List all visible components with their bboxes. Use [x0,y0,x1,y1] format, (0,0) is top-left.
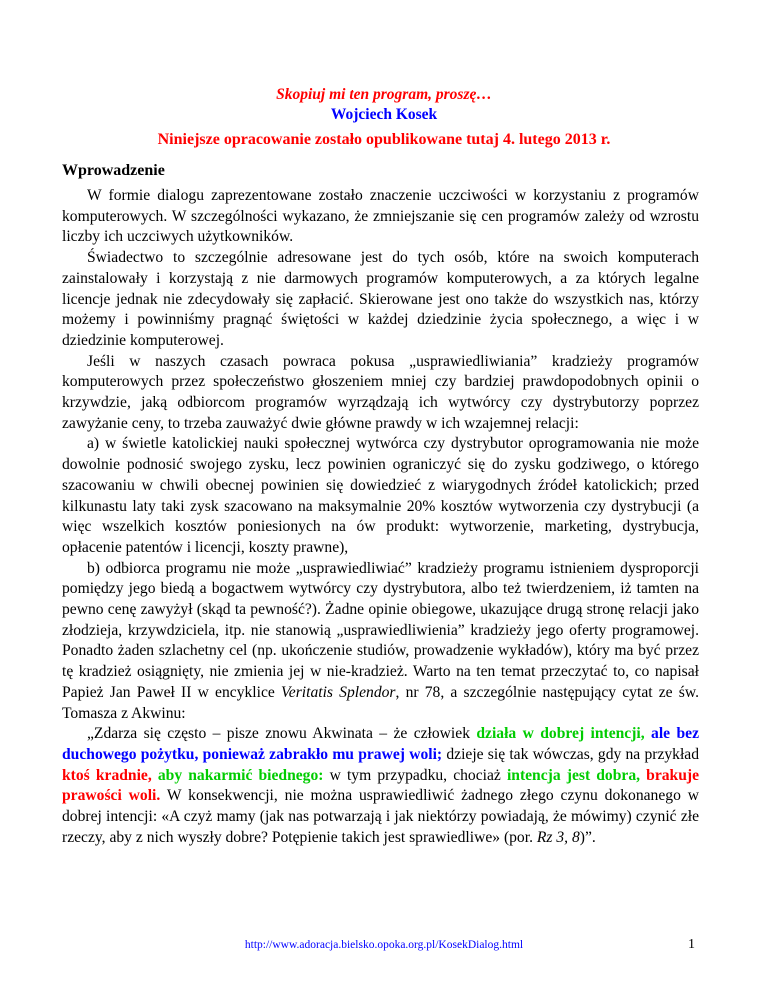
quote-highlight-green: działa w dobrej intencji, [476,725,645,743]
quote-highlight-red: ktoś kradnie, [62,766,152,784]
document-body [62,186,699,849]
quote-highlight-green: aby nakarmić biednego: [151,766,324,784]
paragraph-testimony: Świadectwo to szczególnie adresowane jest do tych osób, które na swoich komputerach zainstalowały i korzystają z nie darmowych programów komputerowych, a za których legalne licencje jednak nie zdecydowały się zapłacić. Skierowane jest ono także do wszystkich nas, którzy możemy i powinniśmy pragnąć świętości w każdej dziedzinie życia społecznego, a więc i w dziedzinie komputerowej. [62,249,699,349]
author-name: Wojciech Kosek [330,106,438,123]
bible-reference: Rz 3, 8 [536,828,580,846]
quote-text: w tym przypadku, chociaż [323,766,507,784]
quote-highlight-blue: ale bez duchowego pożytku, ponieważ zabrakło mu prawej woli; [62,725,699,763]
paragraph-temptation: Jeśli w naszych czasach powraca pokusa „usprawiedliwiania” kradzieży programów komputerowych przez społeczeństwo głoszeniem mniej czy bardziej prawdopodobnych opinii o krzywdzie, jaką odbiorcom programów wyrządzają ich wytwórcy czy dystrybutorzy poprzez zawyżanie ceny, to trzeba zauważyć dwie główne prawdy w ich wzajemnej relacji: [62,352,699,432]
footer-url-link[interactable]: http://www.adoracja.bielsko.opoka.org.pl/KosekDialog.html [244,939,524,951]
point-b-text: b) odbiorca programu nie może „usprawiedliwiać” kradzieży programu istnieniem dysproporcji pomiędzy jego biedą a bogactwem wytwórcy czy dystrybutora, albo też twierdzeniem, iż tamten na pewno cenę zawyżył (skąd ta pewność?). Żadne opinie obiegowe, ukazujące drugą stronę relacji jako złodzieja, krzywdziciela, itp. nie stanowią „usprawiedliwienia” kradzieży jego oferty programowej. Ponadto żaden szlachetny cel (np. ukończenie studiów, prowadzenie wykładów), który ma być przez tę kradzież osiągnięty, nie zmienia jej w nie-kradzież. Warto na ten temat przeczytać to, co napisał Papież Jan Paweł II w encyklice [62,559,699,701]
quote-text: dzieje się tak wówczas, gdy na przykład [442,745,700,763]
quote-text: W konsekwencji, nie można usprawiedliwić żadnego złego czynu dokonanego w dobrej intencji: «A czyż mamy (jak nas potwarzają i jak niektórzy powiadają, że mówimy) czynić złe rzeczy, aby z nich wyszły dobre? Potępienie takich jest sprawiedliwe» (por. [62,787,699,846]
page-number: 1 [688,937,695,952]
quote-text: „Zdarza się często – pisze znowu Akwinata – że człowiek [87,725,477,743]
encyclical-title: Veritatis Splendor [281,683,396,701]
publication-note: Niniejsze opracowanie zostało opublikowane tutaj 4. lutego 2013 r. [157,131,611,148]
quote-highlight-red: brakuje prawości woli. [62,766,700,805]
point-b-text-end: , nr 78, a szczególnie następujący cytat ze św. Tomasza z Akwinu: [62,683,700,722]
paragraph-point-a: a) w świetle katolickiej nauki społecznej wytwórca czy dystrybutor oprogramowania nie może dowolnie podnosić swojego zysku, lecz powinien ograniczyć się do zysku godziwego, o którego szacowaniu w chwili obecnej powinien się dowiedzieć z wiarygodnych źródeł katolickich; przed kilkunastu laty taki zysk szacowano na maksymalnie 20% kosztów wytworzenia czy dystrybucji (a więc wszelkich kosztów poniesionych na ów produkt: wytworzenie, marketing, dystrybucja, opłacenie patentów i licencji, koszty prawne), [62,435,699,556]
paragraph-intro: W formie dialogu zaprezentowane zostało znaczenie uczciwości w korzystaniu z programów komputerowych. W szczególności wykazano, że zmniejszanie się cen programów zależy od wzrostu liczby ich uczciwych użytkowników. [62,187,699,246]
quote-text-end: )”. [579,828,596,846]
section-heading: Wprowadzenie [62,162,165,179]
quote-highlight-green: intencja jest dobra, [506,766,641,784]
paragraph-quote [62,724,699,848]
document-title: Skopiuj mi ten program, proszę… [276,86,492,103]
paragraph-point-b [62,559,699,725]
